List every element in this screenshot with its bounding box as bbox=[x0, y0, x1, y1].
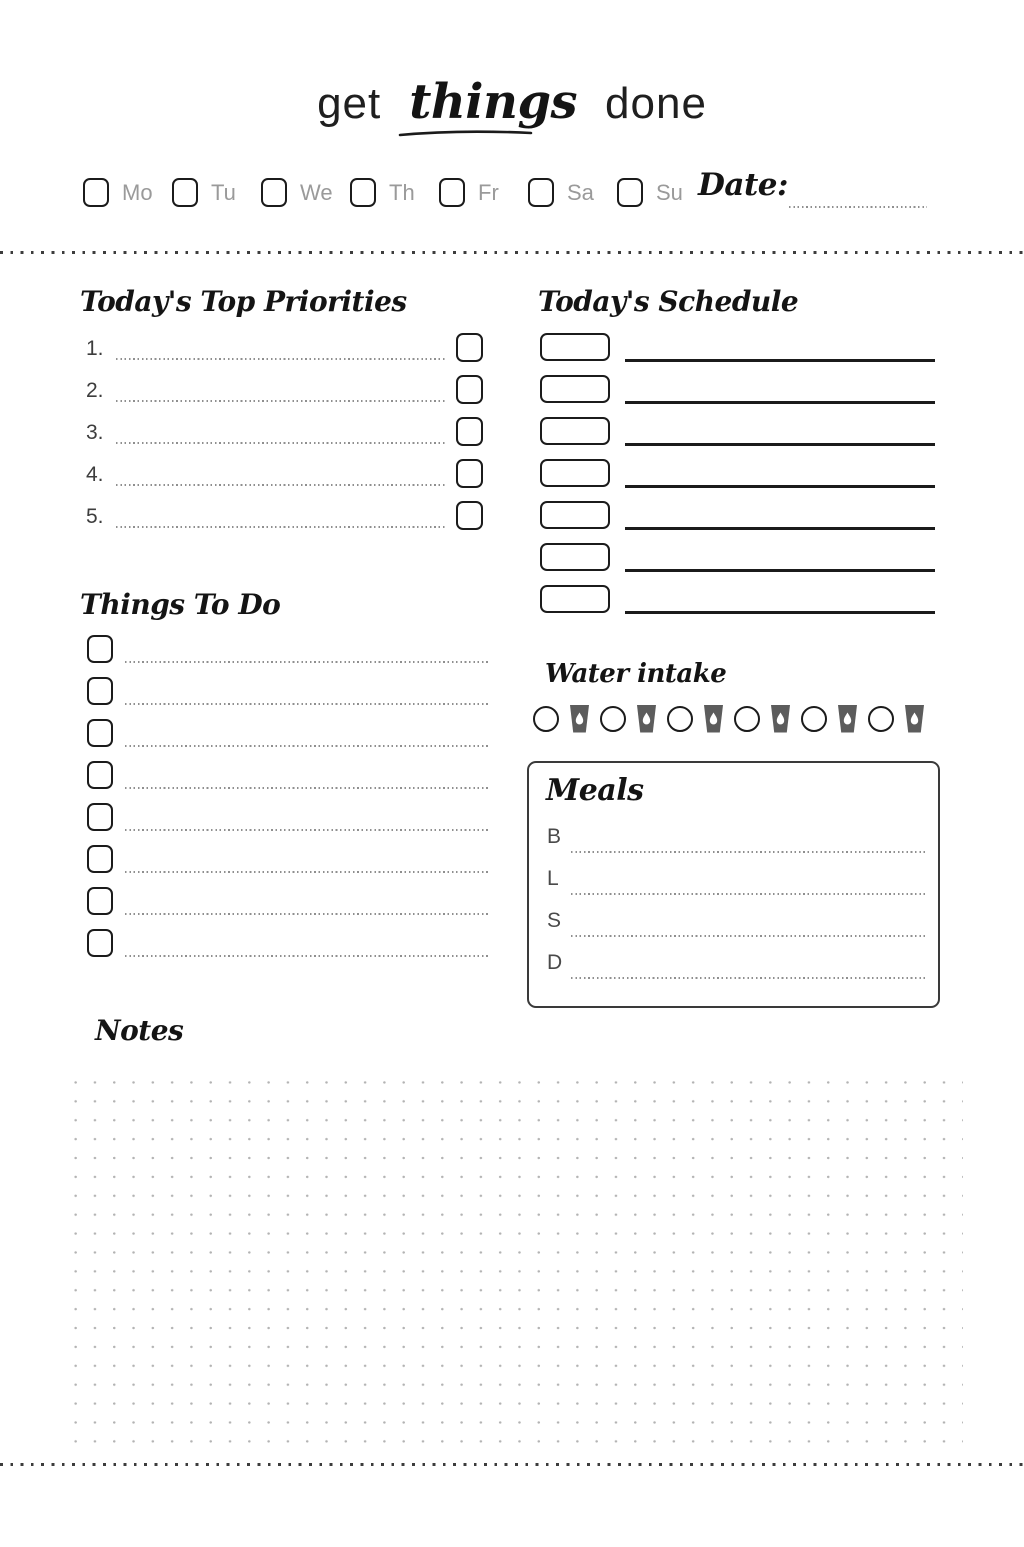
schedule-input-line[interactable] bbox=[625, 359, 935, 362]
todo-checkbox[interactable] bbox=[87, 929, 113, 957]
schedule-row bbox=[540, 585, 935, 627]
day-item-sa bbox=[528, 178, 617, 207]
todo-list bbox=[87, 635, 490, 971]
meal-row bbox=[529, 949, 938, 991]
day-checkbox-sa[interactable] bbox=[528, 178, 554, 207]
todo-input-line[interactable] bbox=[125, 661, 488, 663]
todo-checkbox[interactable] bbox=[87, 845, 113, 873]
schedule-time-box[interactable] bbox=[540, 459, 610, 487]
notes-dot-grid[interactable] bbox=[64, 1071, 963, 1451]
todo-input-line[interactable] bbox=[125, 787, 488, 789]
priority-checkbox[interactable] bbox=[456, 501, 483, 530]
water-circle[interactable] bbox=[868, 706, 894, 732]
title-word-left: get bbox=[317, 79, 382, 128]
meal-label-lunch: L bbox=[547, 867, 559, 890]
day-checkbox-tu[interactable] bbox=[172, 178, 198, 207]
meals-heading: Meals bbox=[546, 773, 644, 808]
schedule-row bbox=[540, 501, 935, 543]
date-label: Date: bbox=[698, 167, 788, 203]
day-item-tu bbox=[172, 178, 261, 207]
notes-heading: Notes bbox=[95, 1014, 184, 1047]
day-label-tu: Tu bbox=[211, 179, 236, 205]
priorities-heading: Today's Top Priorities bbox=[80, 285, 407, 318]
separator-bottom bbox=[0, 1463, 1024, 1466]
water-heading: Water intake bbox=[545, 659, 727, 689]
day-checkbox-fr[interactable] bbox=[439, 178, 465, 207]
water-tracker bbox=[533, 705, 930, 733]
todo-row bbox=[87, 845, 490, 887]
water-circle[interactable] bbox=[734, 706, 760, 732]
water-cup-icon bbox=[569, 705, 590, 733]
priority-number: 4. bbox=[86, 463, 104, 486]
meal-row bbox=[529, 823, 938, 865]
title-word-right: done bbox=[605, 79, 707, 128]
day-item-we bbox=[261, 178, 350, 207]
day-label-su: Su bbox=[656, 179, 683, 205]
priority-number: 3. bbox=[86, 421, 104, 444]
meal-input-line[interactable] bbox=[571, 893, 925, 895]
water-cup-icon bbox=[837, 705, 858, 733]
water-cup-icon bbox=[636, 705, 657, 733]
page-title bbox=[0, 74, 1024, 130]
todo-checkbox[interactable] bbox=[87, 635, 113, 663]
todo-row bbox=[87, 929, 490, 971]
todo-checkbox[interactable] bbox=[87, 887, 113, 915]
todo-row bbox=[87, 887, 490, 929]
meal-label-breakfast: B bbox=[547, 825, 562, 848]
schedule-row bbox=[540, 543, 935, 585]
todo-checkbox[interactable] bbox=[87, 761, 113, 789]
todo-input-line[interactable] bbox=[125, 913, 488, 915]
todo-row bbox=[87, 635, 490, 677]
day-label-we: We bbox=[300, 179, 333, 205]
todo-checkbox[interactable] bbox=[87, 803, 113, 831]
water-circle[interactable] bbox=[801, 706, 827, 732]
priority-input-line[interactable] bbox=[116, 526, 446, 528]
schedule-row bbox=[540, 333, 935, 375]
date-input-line[interactable] bbox=[789, 206, 927, 208]
water-circle[interactable] bbox=[533, 706, 559, 732]
todo-input-line[interactable] bbox=[125, 829, 488, 831]
schedule-time-box[interactable] bbox=[540, 417, 610, 445]
meal-label-snack: S bbox=[547, 909, 562, 932]
day-item-su bbox=[617, 178, 706, 207]
priority-row bbox=[80, 457, 490, 499]
day-label-fr: Fr bbox=[478, 179, 499, 205]
day-checkbox-su[interactable] bbox=[617, 178, 643, 207]
day-label-sa: Sa bbox=[567, 179, 594, 205]
priority-input-line[interactable] bbox=[116, 358, 446, 360]
schedule-time-box[interactable] bbox=[540, 585, 610, 613]
priority-checkbox[interactable] bbox=[456, 459, 483, 488]
day-checkbox-we[interactable] bbox=[261, 178, 287, 207]
schedule-input-line[interactable] bbox=[625, 443, 935, 446]
priority-row bbox=[80, 331, 490, 373]
schedule-list bbox=[540, 333, 935, 627]
water-circle[interactable] bbox=[667, 706, 693, 732]
priority-input-line[interactable] bbox=[116, 442, 446, 444]
meal-input-line[interactable] bbox=[571, 851, 925, 853]
title-script-wrap bbox=[409, 74, 577, 130]
priority-row bbox=[80, 499, 490, 541]
schedule-input-line[interactable] bbox=[625, 569, 935, 572]
water-cup-icon bbox=[904, 705, 925, 733]
todo-row bbox=[87, 803, 490, 845]
day-item-th bbox=[350, 178, 439, 207]
schedule-row bbox=[540, 459, 935, 501]
schedule-row bbox=[540, 375, 935, 417]
title-underline-stroke bbox=[397, 127, 535, 138]
todo-row bbox=[87, 719, 490, 761]
schedule-time-box[interactable] bbox=[540, 501, 610, 529]
priorities-list bbox=[80, 331, 490, 541]
meal-row bbox=[529, 865, 938, 907]
priority-checkbox[interactable] bbox=[456, 417, 483, 446]
schedule-row bbox=[540, 417, 935, 459]
priority-row bbox=[80, 415, 490, 457]
water-cup-icon bbox=[703, 705, 724, 733]
priority-row bbox=[80, 373, 490, 415]
day-item-mo bbox=[83, 178, 172, 207]
todo-input-line[interactable] bbox=[125, 871, 488, 873]
title-script: things bbox=[409, 74, 578, 130]
day-checkbox-mo[interactable] bbox=[83, 178, 109, 207]
day-selector-row bbox=[83, 178, 706, 207]
meals-box bbox=[527, 761, 940, 1008]
meal-input-line[interactable] bbox=[571, 977, 925, 979]
todo-checkbox[interactable] bbox=[87, 719, 113, 747]
todo-input-line[interactable] bbox=[125, 745, 488, 747]
todo-input-line[interactable] bbox=[125, 955, 488, 957]
meal-input-line[interactable] bbox=[571, 935, 925, 937]
separator-top bbox=[0, 251, 1024, 254]
todo-input-line[interactable] bbox=[125, 703, 488, 705]
priority-checkbox[interactable] bbox=[456, 375, 483, 404]
schedule-input-line[interactable] bbox=[625, 401, 935, 404]
todo-checkbox[interactable] bbox=[87, 677, 113, 705]
priority-number: 5. bbox=[86, 505, 104, 528]
priority-input-line[interactable] bbox=[116, 400, 446, 402]
schedule-input-line[interactable] bbox=[625, 485, 935, 488]
priority-number: 1. bbox=[86, 337, 104, 360]
day-item-fr bbox=[439, 178, 528, 207]
schedule-input-line[interactable] bbox=[625, 527, 935, 530]
water-cup-icon bbox=[770, 705, 791, 733]
schedule-time-box[interactable] bbox=[540, 333, 610, 361]
day-label-mo: Mo bbox=[122, 179, 153, 205]
priority-input-line[interactable] bbox=[116, 484, 446, 486]
priority-checkbox[interactable] bbox=[456, 333, 483, 362]
meals-list bbox=[529, 823, 938, 991]
day-label-th: Th bbox=[389, 179, 415, 205]
schedule-time-box[interactable] bbox=[540, 375, 610, 403]
meal-label-dinner: D bbox=[547, 951, 563, 974]
priority-number: 2. bbox=[86, 379, 104, 402]
schedule-time-box[interactable] bbox=[540, 543, 610, 571]
water-circle[interactable] bbox=[600, 706, 626, 732]
todo-row bbox=[87, 761, 490, 803]
todo-row bbox=[87, 677, 490, 719]
day-checkbox-th[interactable] bbox=[350, 178, 376, 207]
todos-heading: Things To Do bbox=[80, 588, 281, 621]
schedule-heading: Today's Schedule bbox=[538, 285, 799, 318]
schedule-input-line[interactable] bbox=[625, 611, 935, 614]
meal-row bbox=[529, 907, 938, 949]
